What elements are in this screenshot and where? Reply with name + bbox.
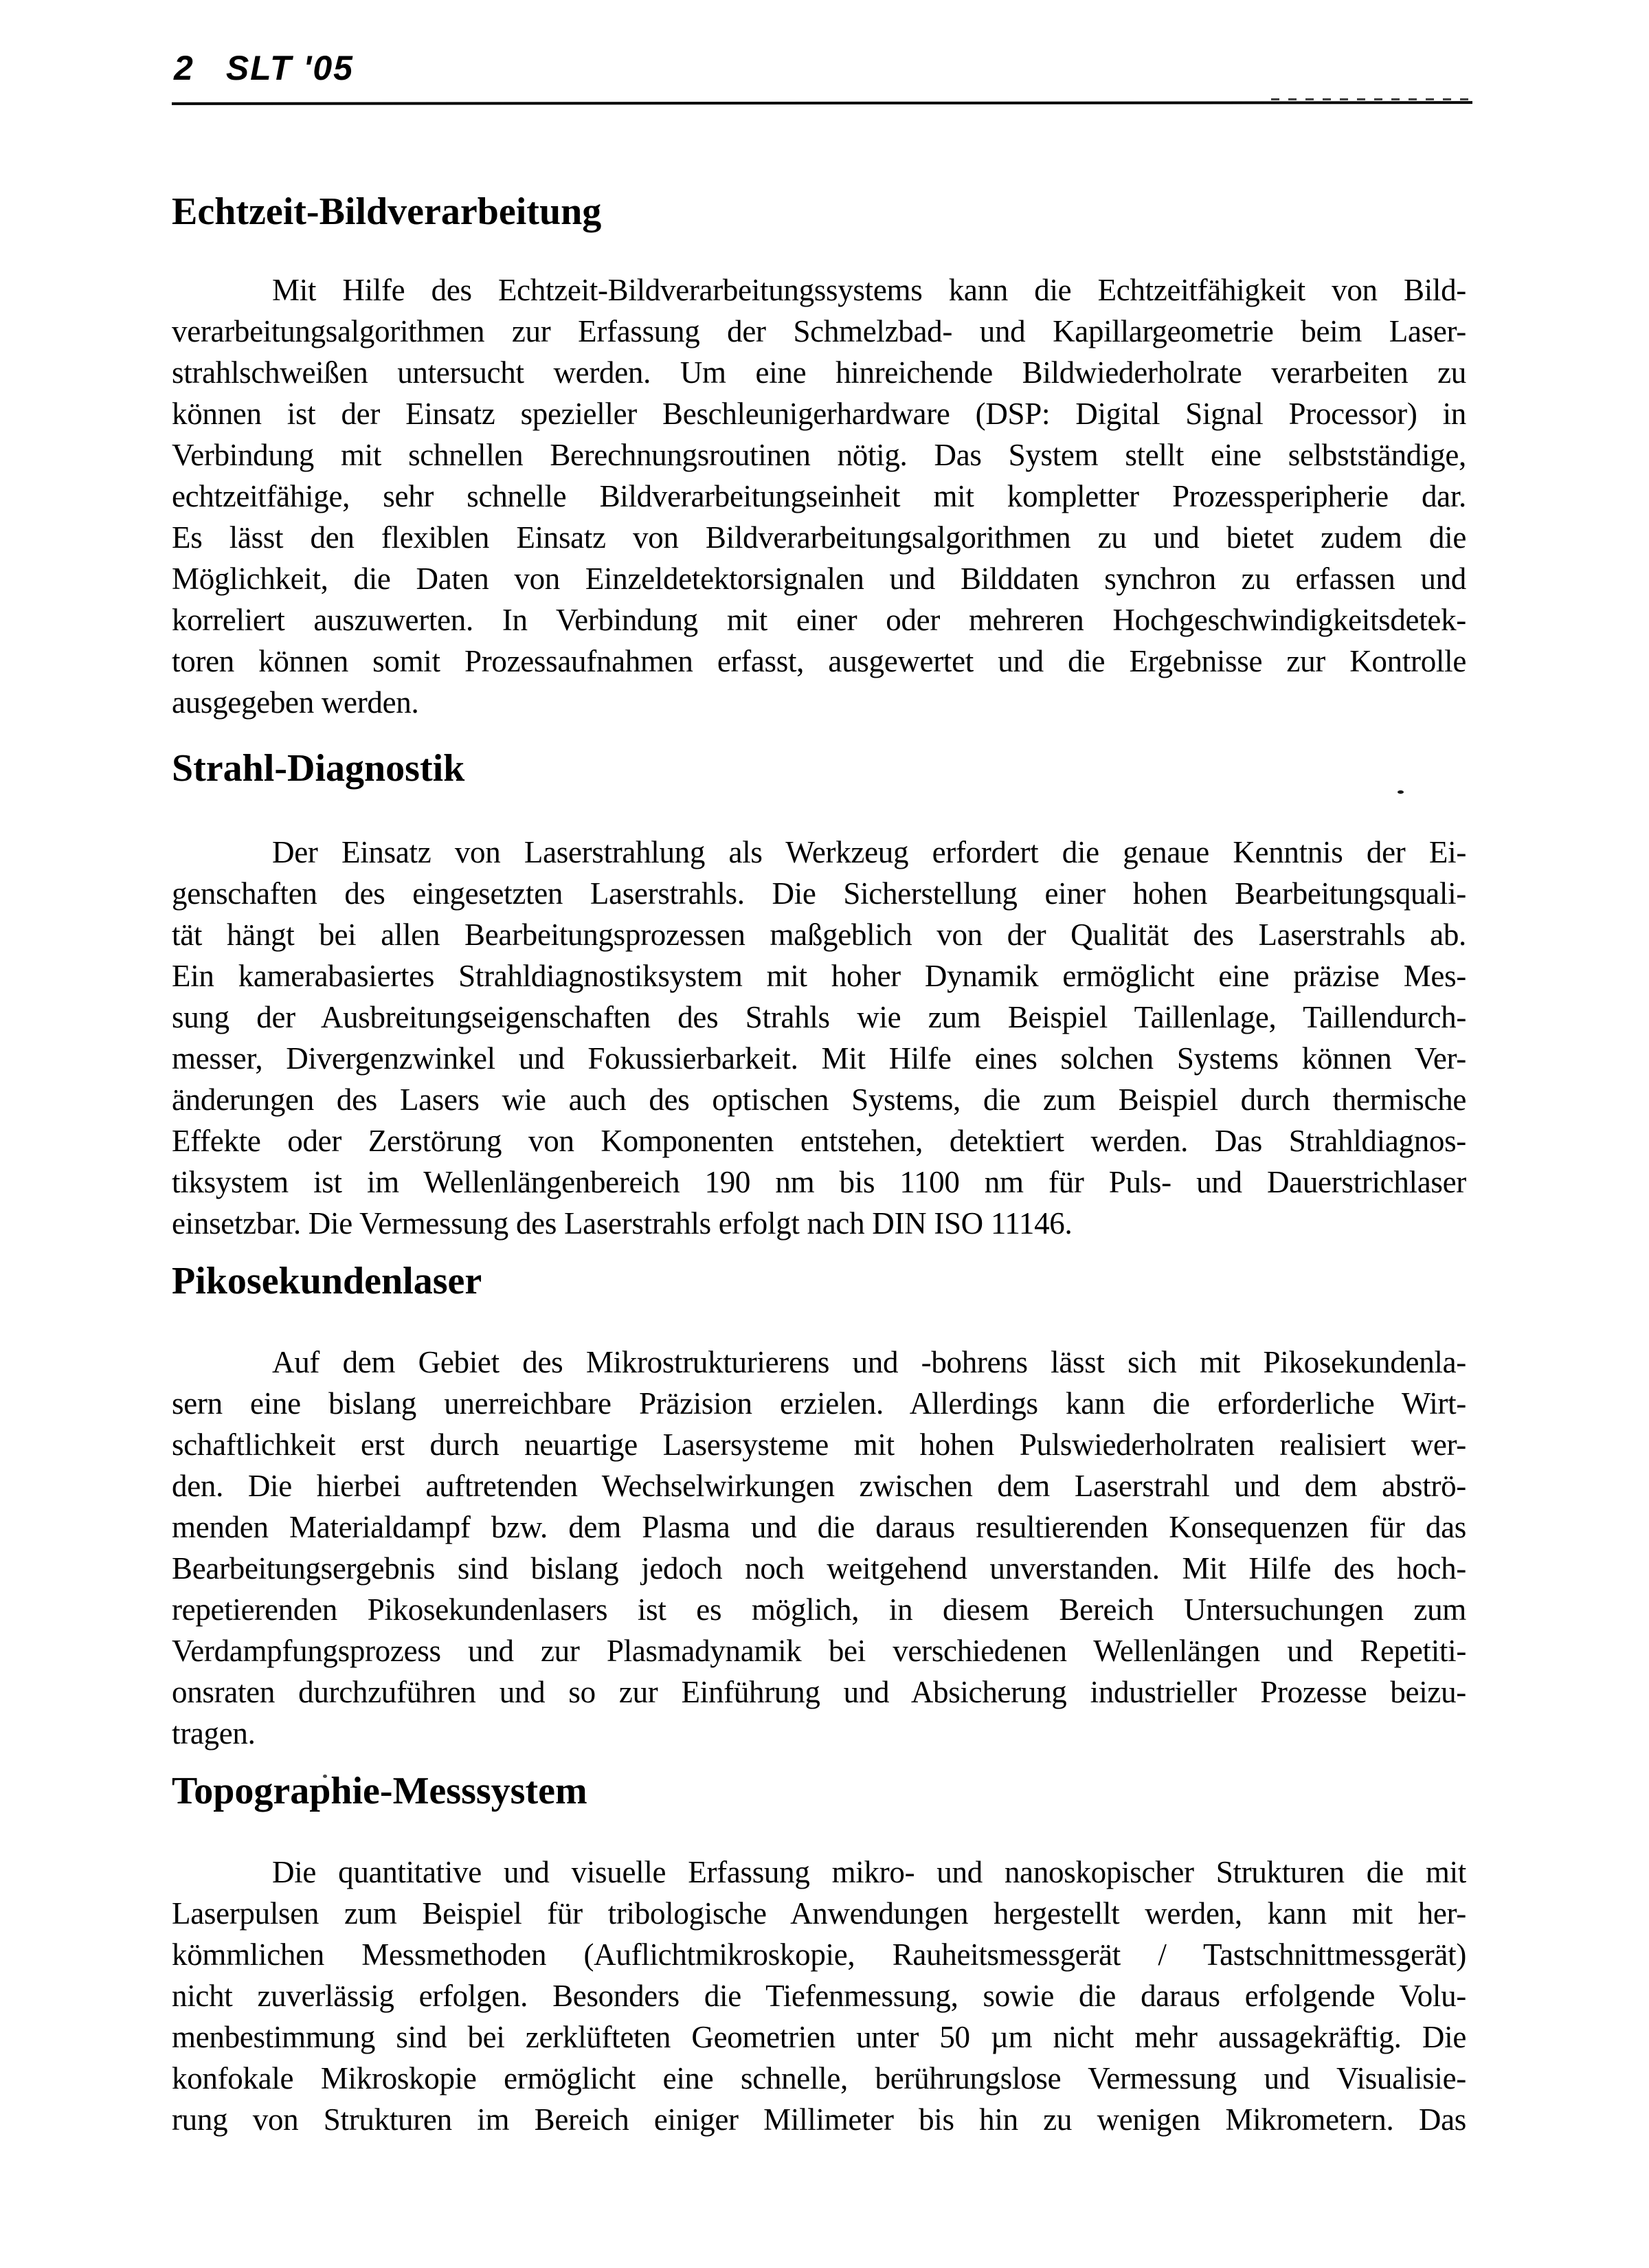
section-heading-pikosekundenlaser: Pikosekundenlaser — [172, 1260, 482, 1302]
text-line: den. Die hierbei auftretenden Wechselwirkungen zwischen dem Laserstrahl und dem abströ- — [172, 1469, 1466, 1503]
section-heading-topographie-messsystem: Topographie-Messsystem — [172, 1770, 587, 1812]
text-line: nicht zuverlässig erfolgen. Besonders die Tiefenmessung, sowie die daraus erfolgende Volu- — [172, 1979, 1466, 2013]
text-line: Der Einsatz von Laserstrahlung als Werkzeug erfordert die genaue Kenntnis der Ei- — [272, 835, 1466, 869]
text-line: onsraten durchzuführen und so zur Einführung und Absicherung industrieller Prozesse beizu- — [172, 1675, 1466, 1709]
text-line: einsetzbar. Die Vermessung des Laserstrahls erfolgt nach DIN ISO 11146. — [172, 1206, 1073, 1241]
paragraph — [172, 1852, 1466, 2140]
text-line: Bearbeitungsergebnis sind bislang jedoch noch weitgehend unverstanden. Mit Hilfe des hoch- — [172, 1551, 1466, 1586]
scan-speck — [1398, 790, 1404, 794]
text-line: können ist der Einsatz spezieller Beschleunigerhardware (DSP: Digital Signal Processor) in — [172, 397, 1466, 431]
text-line: repetierenden Pikosekundenlasers ist es möglich, in diesem Bereich Untersuchungen zum — [172, 1592, 1466, 1627]
text-line: strahlschweißen untersucht werden. Um eine hinreichende Bildwiederholrate verarbeiten zu — [172, 355, 1466, 390]
section-heading-echtzeit-bildverarbeitung: Echtzeit-Bildverarbeitung — [172, 190, 602, 233]
text-line: menbestimmung sind bei zerklüfteten Geometrien unter 50 µm nicht mehr aussagekräftig. Die — [172, 2020, 1466, 2054]
text-line: sern eine bislang unerreichbare Präzision erzielen. Allerdings kann die erforderliche Wirt- — [172, 1386, 1466, 1421]
text-line: korreliert auszuwerten. In Verbindung mit einer oder mehreren Hochgeschwindigkeitsdetek- — [172, 603, 1466, 637]
running-head — [174, 48, 354, 88]
text-line: Mit Hilfe des Echtzeit-Bildverarbeitungssystems kann die Echtzeitfähigkeit von Bild- — [272, 273, 1466, 307]
text-line: Die quantitative und visuelle Erfassung mikro- und nanoskopischer Strukturen die mit — [272, 1855, 1466, 1889]
text-line: ausgegeben werden. — [172, 685, 419, 720]
text-line: sung der Ausbreitungseigenschaften des Strahls wie zum Beispiel Taillenlage, Taillendurch- — [172, 1000, 1466, 1034]
paragraph — [172, 1342, 1466, 1754]
text-line: Verdampfungsprozess und zur Plasmadynamik bei verschiedenen Wellenlängen und Repetiti- — [172, 1634, 1466, 1668]
text-line: Verbindung mit schnellen Berechnungsroutinen nötig. Das System stellt eine selbstständige, — [172, 438, 1466, 472]
text-line: Ein kamerabasiertes Strahldiagnostiksystem mit hoher Dynamik ermöglicht eine präzise Mes- — [172, 959, 1466, 993]
text-line: Auf dem Gebiet des Mikrostrukturierens und -bohrens lässt sich mit Pikosekundenla- — [272, 1345, 1466, 1379]
text-line: tiksystem ist im Wellenlängenbereich 190 nm bis 1100 nm für Puls- und Dauerstrichlaser — [172, 1165, 1466, 1199]
text-line: schaftlichkeit erst durch neuartige Lasersysteme mit hohen Pulswiederholraten realisiert wer- — [172, 1427, 1466, 1462]
text-line: toren können somit Prozessaufnahmen erfasst, ausgewertet und die Ergebnisse zur Kontrolle — [172, 644, 1466, 678]
paragraph — [172, 269, 1466, 723]
header-rule-scan-noise — [1271, 98, 1470, 100]
text-line: rung von Strukturen im Bereich einiger Millimeter bis hin zu wenigen Mikrometern. Das — [172, 2102, 1466, 2137]
section-heading-strahl-diagnostik: Strahl-Diagnostik — [172, 747, 465, 790]
text-line: genschaften des eingesetzten Laserstrahls. Die Sicherstellung einer hohen Bearbeitungsquali- — [172, 876, 1466, 911]
text-line: kömmlichen Messmethoden (Auflichtmikroskopie, Rauheitsmessgerät / Tastschnittmessgerät) — [172, 1937, 1466, 1972]
text-line: Effekte oder Zerstörung von Komponenten entstehen, detektiert werden. Das Strahldiagnos- — [172, 1124, 1466, 1158]
text-line: tät hängt bei allen Bearbeitungsprozessen maßgeblich von der Qualität des Laserstrahls ab. — [172, 918, 1466, 952]
text-line: verarbeitungsalgorithmen zur Erfassung der Schmelzbad- und Kapillargeometrie beim Laser- — [172, 314, 1466, 348]
text-line: Möglichkeit, die Daten von Einzeldetektorsignalen und Bilddaten synchron zu erfassen und — [172, 562, 1466, 596]
text-line: echtzeitfähige, sehr schnelle Bildverarbeitungseinheit mit kompletter Prozessperipherie dar. — [172, 479, 1466, 513]
text-line: Laserpulsen zum Beispiel für tribologische Anwendungen hergestellt werden, kann mit her- — [172, 1896, 1466, 1931]
text-line: änderungen des Lasers wie auch des optischen Systems, die zum Beispiel durch thermische — [172, 1082, 1466, 1117]
paragraph — [172, 832, 1466, 1244]
text-line: Es lässt den flexiblen Einsatz von Bildverarbeitungsalgorithmen zu und bietet zudem die — [172, 520, 1466, 555]
text-line: konfokale Mikroskopie ermöglicht eine schnelle, berührungslose Vermessung und Visualisie- — [172, 2061, 1466, 2095]
running-head-title: SLT '05 — [225, 49, 354, 87]
text-line: messer, Divergenzwinkel und Fokussierbarkeit. Mit Hilfe eines solchen Systems können Ver- — [172, 1041, 1466, 1076]
text-line: tragen. — [172, 1716, 256, 1750]
page-number: 2 — [174, 49, 194, 87]
header-rule — [172, 101, 1472, 105]
text-line: menden Materialdampf bzw. dem Plasma und die daraus resultierenden Konsequenzen für das — [172, 1510, 1466, 1544]
